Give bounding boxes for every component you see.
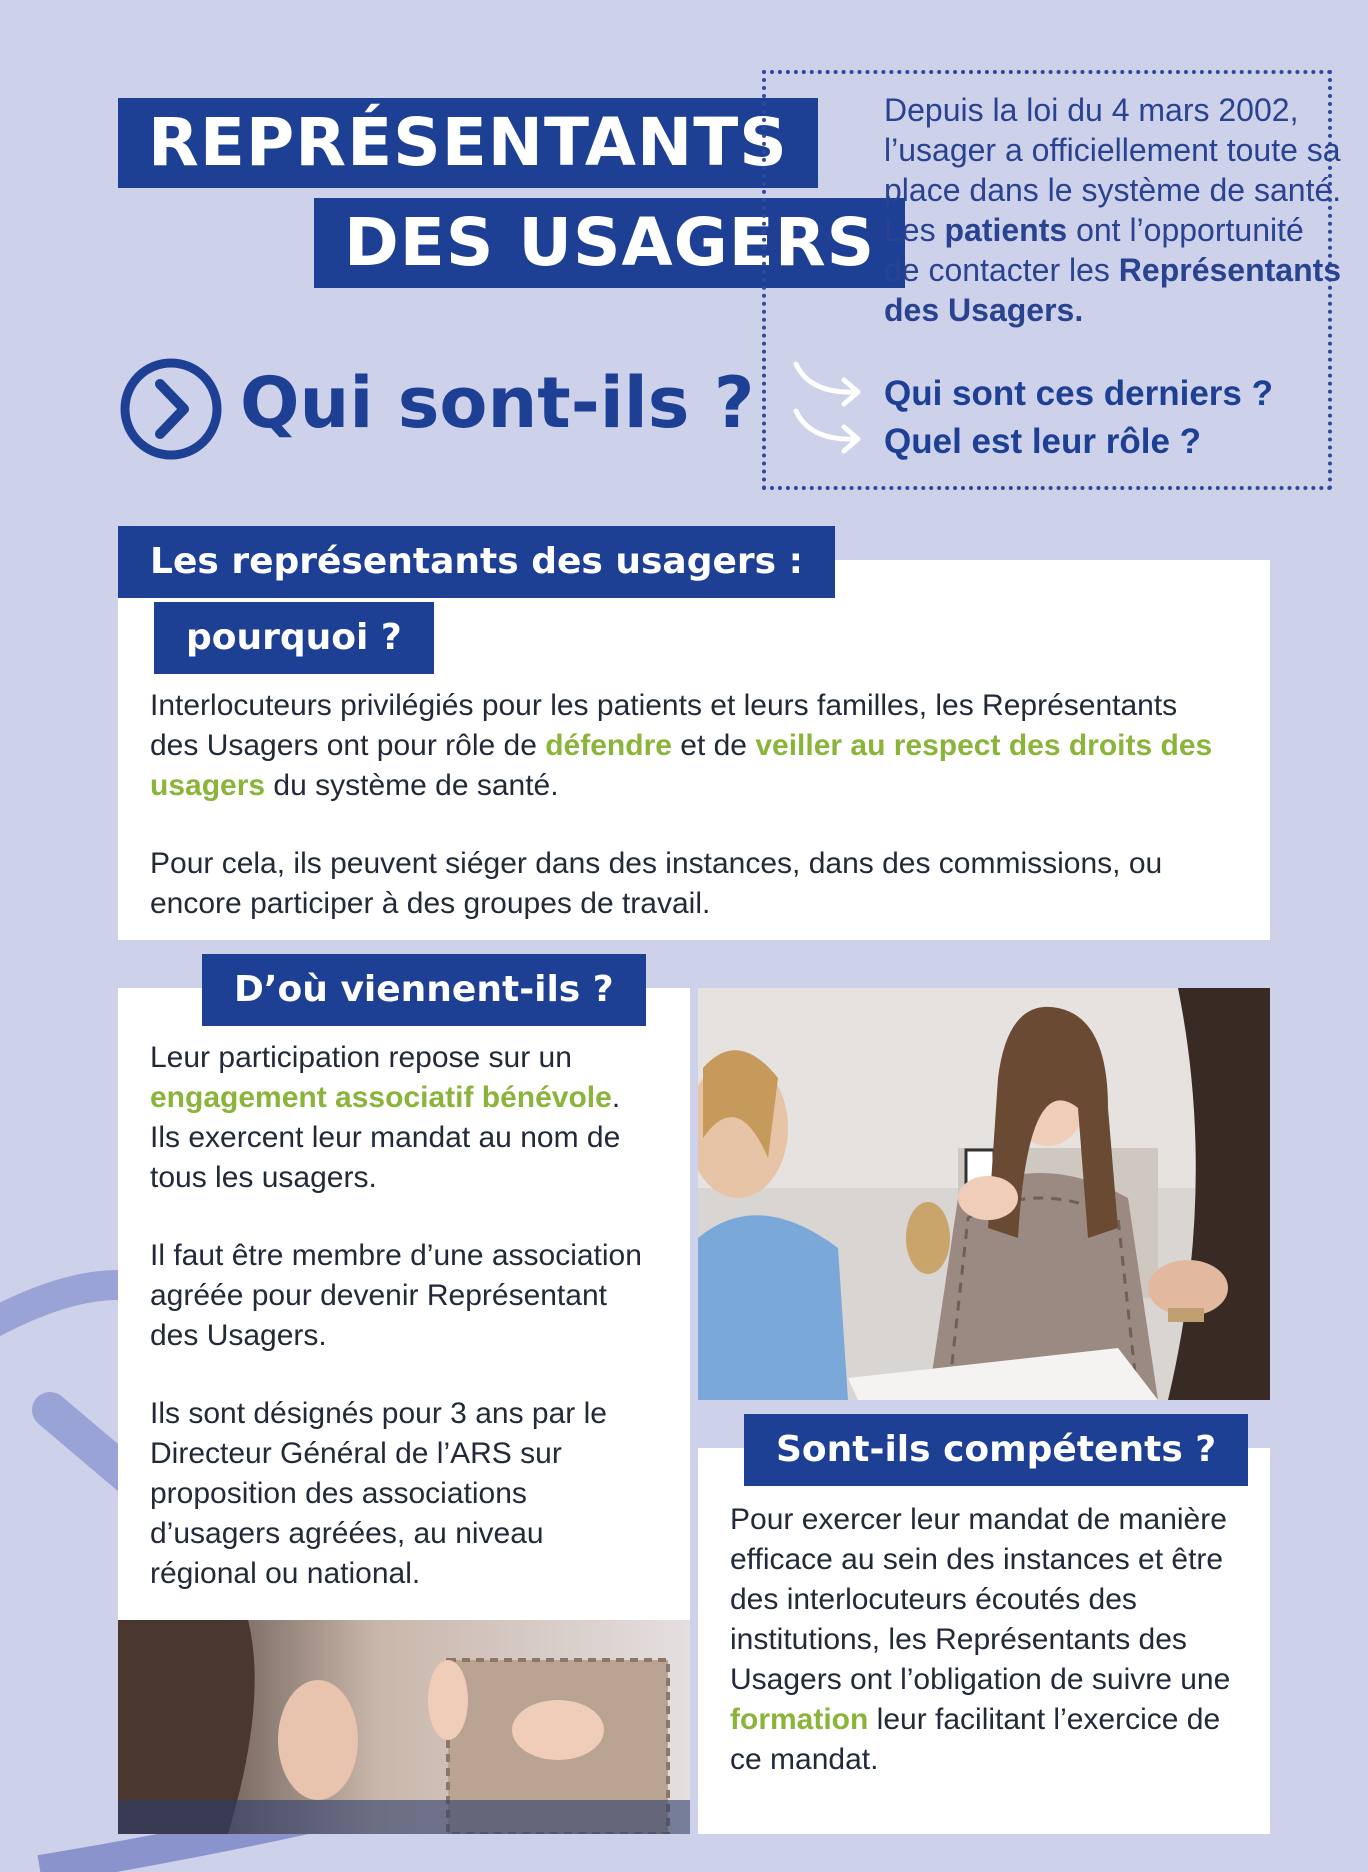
pourquoi-paragraph-2: Pour cela, ils peuvent siéger dans des instances, dans des commissions, ou encore participer à des groupes de travail.	[150, 847, 1163, 920]
intro-text-2: ont l’opportunité de contacter les	[884, 212, 1304, 288]
origine-p1-green: engagement associatif bénévole	[150, 1081, 612, 1114]
title-line-2: DES USAGERS	[314, 198, 905, 288]
intro-question-1: Qui sont ces derniers ?	[884, 374, 1273, 413]
chevron-right-circle-icon	[118, 356, 224, 462]
pourquoi-p1-a: Interlocuteurs privilégiés pour les patients et leurs familles, les Représentants des Usagers ont pour rôle de	[150, 689, 1178, 762]
pourquoi-title-1: Les représentants des usagers :	[118, 526, 835, 598]
photo-hands	[118, 1620, 690, 1834]
subtitle: Qui sont-ils ?	[240, 362, 755, 444]
curved-arrow-icon	[790, 405, 870, 455]
competence-paragraph	[730, 1500, 1250, 1780]
photo-meeting	[698, 988, 1270, 1400]
competence-title: Sont-ils compétents ?	[744, 1414, 1248, 1486]
pourquoi-paragraph-1	[150, 686, 1230, 806]
competence-p1-a: Pour exercer leur mandat de manière efficace au sein des instances et être des interlocuteurs écoutés des institutions, les Représentants des Usagers ont l’obligation de suivre une	[730, 1503, 1231, 1696]
origine-p1-a: Leur participation repose sur un	[150, 1041, 572, 1074]
origine-title: D’où viennent-ils ?	[202, 954, 646, 1026]
intro-bold-representants: Représentants des Usagers.	[884, 252, 1342, 328]
competence-p1-b: leur facilitant l’exercice de ce mandat.	[730, 1703, 1221, 1776]
origine-p1-b: . Ils exercent leur mandat au nom de tous les usagers.	[150, 1081, 621, 1194]
competence-p1-green: formation	[730, 1703, 869, 1736]
pourquoi-p1-b: et de	[671, 729, 756, 762]
origine-paragraph-1	[150, 1038, 650, 1198]
curved-arrow-icon	[790, 358, 870, 408]
pourquoi-p1-green-2: veiller au respect des droits des usagers	[150, 729, 1213, 802]
title-line-1: REPRÉSENTANTS	[118, 98, 818, 188]
intro-text	[884, 90, 1344, 330]
intro-bold-patients: patients	[944, 212, 1068, 248]
pourquoi-p1-green-1: défendre	[545, 729, 672, 762]
origine-paragraph-2: Il faut être membre d’une association agréée pour devenir Représentant des Usagers.	[150, 1239, 642, 1352]
origine-paragraph-3: Ils sont désignés pour 3 ans par le Directeur Général de l’ARS sur proposition des associations d’usagers agréées, au niveau régional ou national.	[150, 1397, 607, 1590]
intro-question-2: Quel est leur rôle ?	[884, 422, 1202, 461]
pourquoi-p1-c: du système de santé.	[265, 769, 559, 802]
pourquoi-title-2: pourquoi ?	[154, 602, 434, 674]
intro-text-1: Depuis la loi du 4 mars 2002, l’usager a officiellement toute sa place dans le système de santé. Les	[884, 92, 1342, 248]
